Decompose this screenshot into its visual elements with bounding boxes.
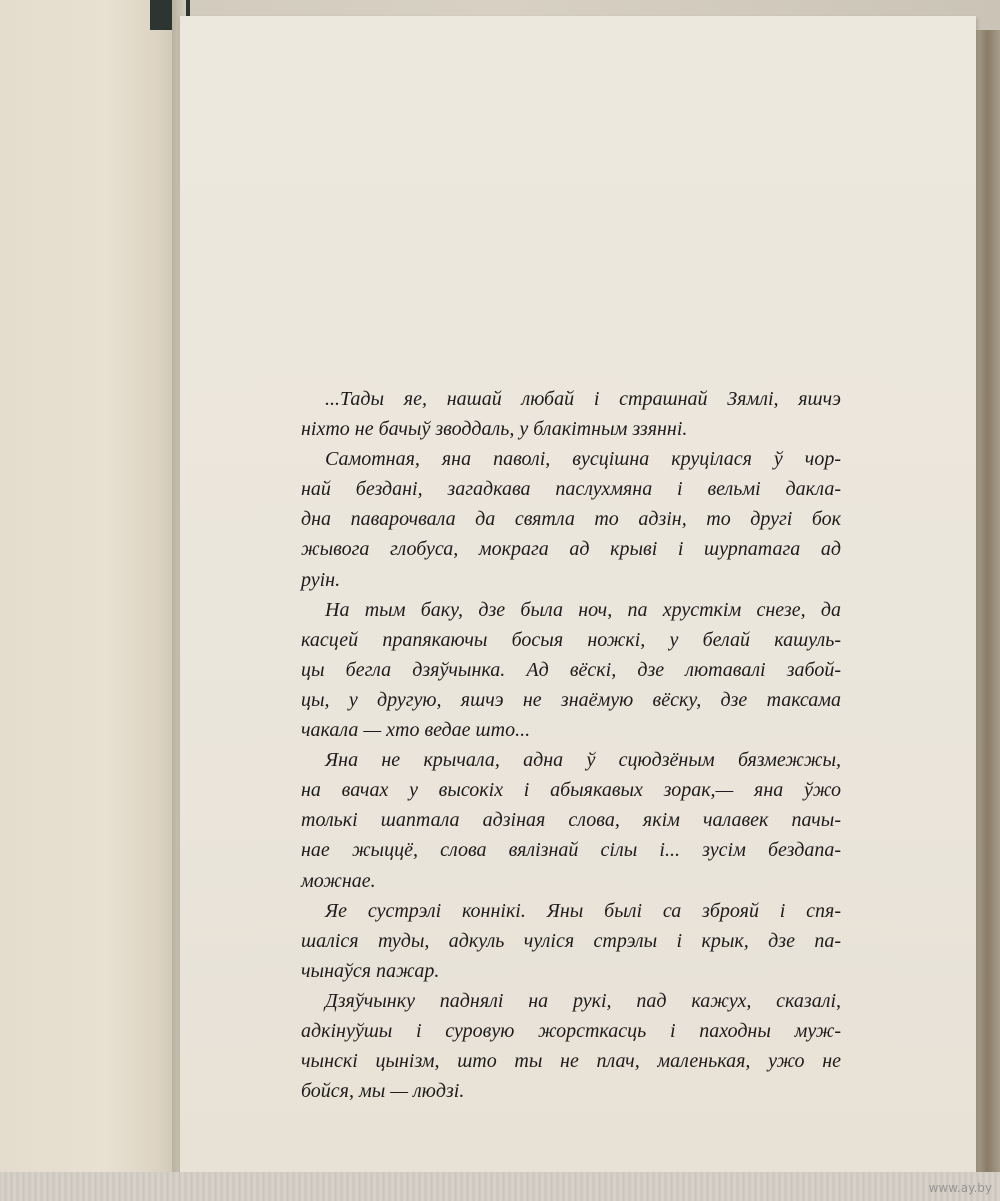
left-page <box>0 0 178 1178</box>
text-line: На тым баку, дзе была ноч, па хрусткім снезе, да <box>325 598 841 621</box>
text-line: шаліся туды, адкуль чуліся стрэлы і крык, дзе па- <box>301 929 841 952</box>
text-line: най бездані, загадкава паслухмяна і вельмі дакла- <box>301 478 841 501</box>
text-line: чынаўся пажар. <box>301 959 440 982</box>
text-line: Яе сустрэлі коннікі. Яны былі са зброяй і спя- <box>325 899 841 922</box>
paragraph <box>301 384 841 444</box>
background-cloth <box>0 1172 1000 1201</box>
paragraph <box>301 444 841 594</box>
text-line: толькі шаптала адзіная слова, якім чалавек пачы- <box>301 809 841 832</box>
text-line: ніхто не бачыў зводдаль, у блакітным ззянні. <box>301 418 688 441</box>
text-line: касцей прапякаючы босыя ножкі, у белай кашуль- <box>301 628 841 651</box>
text-line: чынскі цынізм, што ты не плач, маленькая, ужо не <box>301 1050 841 1073</box>
page-text <box>301 384 841 1106</box>
text-line: чакала — хто ведае што... <box>301 719 531 742</box>
text-line: цы, у другую, яшчэ не знаёмую вёску, дзе таксама <box>301 688 841 711</box>
text-line: цы бегла дзяўчынка. Ад вёскі, дзе лютавалі забой- <box>301 658 841 681</box>
text-line: бойся, мы — людзі. <box>301 1080 465 1103</box>
text-line: адкінуўшы і суровую жорсткасць і паходны муж- <box>301 1019 841 1042</box>
text-line: дна паварочвала да святла то адзін, то другі бок <box>301 508 841 531</box>
text-line: Самотная, яна паволі, вусцішна круцілася ў чор- <box>325 448 841 471</box>
paragraph <box>301 896 841 986</box>
paragraph <box>301 745 841 895</box>
page-edges <box>974 30 1000 1180</box>
paragraph <box>301 595 841 745</box>
text-line: руін. <box>301 568 341 591</box>
paragraph <box>301 986 841 1106</box>
text-line: Дзяўчынку паднялі на рукі, пад кажух, сказалі, <box>325 989 841 1012</box>
text-line: можнае. <box>301 869 376 892</box>
text-line: Яна не крычала, адна ў сцюдзёным бязмежжы, <box>325 749 841 772</box>
watermark: www.ay.by <box>928 1181 992 1195</box>
text-line: жывога глобуса, мокрага ад крыві і шурпатага ад <box>301 538 841 561</box>
text-line: на вачах у высокіх і абыякавых зорак,— яна ўжо <box>301 779 841 802</box>
text-line: нае жыццё, слова вялізнай сілы і... зусім бездапа- <box>301 839 841 862</box>
text-line: ...Тады яе, нашай любай і страшнай Зямлі, яшчэ <box>325 388 841 410</box>
